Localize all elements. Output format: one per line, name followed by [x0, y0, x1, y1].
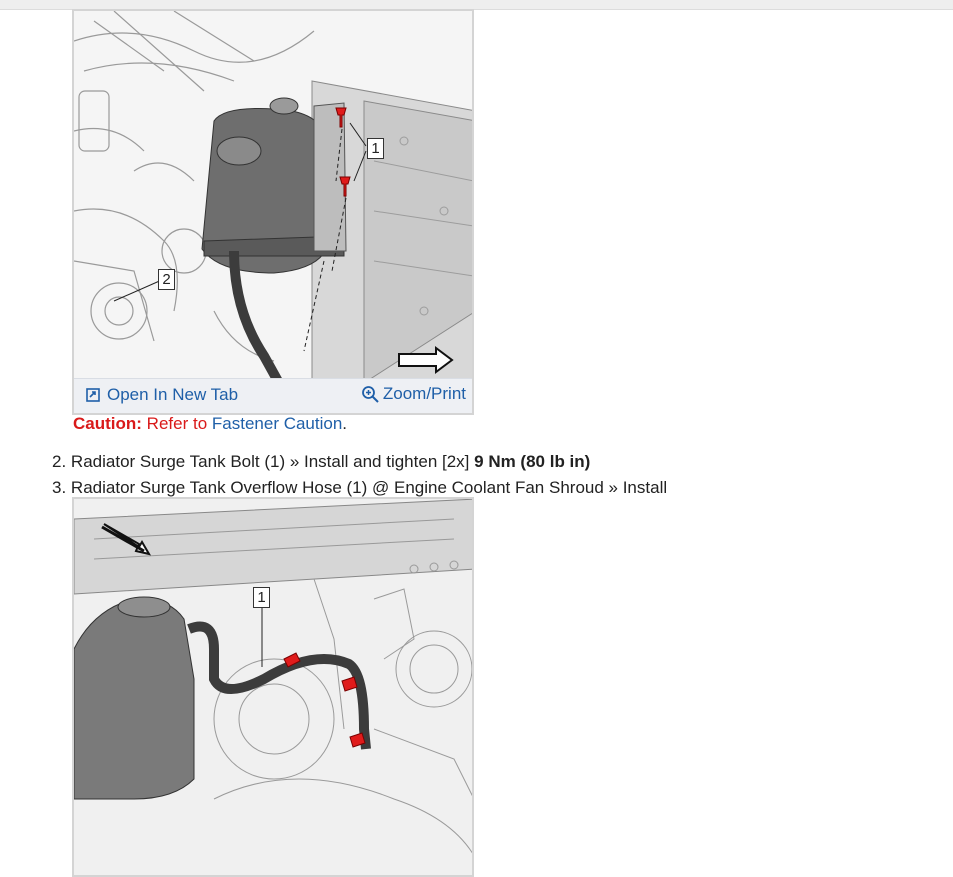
figure-toolbar [74, 378, 472, 413]
torque-spec: 9 Nm (80 lb in) [474, 452, 591, 471]
step-text: Radiator Surge Tank Overflow Hose (1) @ Engine Coolant Fan Shroud » Install [70, 478, 668, 497]
caution-label: Caution: [73, 414, 142, 433]
figure-overflow-hose [72, 497, 474, 877]
callout-1: 1 [253, 587, 270, 608]
open-in-new-tab-label: Open In New Tab [107, 385, 239, 404]
caution-period: . [342, 414, 348, 433]
step-number: 3. [52, 478, 67, 497]
procedure-steps [52, 449, 667, 501]
zoom-print-link[interactable] [361, 384, 466, 404]
step-number: 2. [52, 452, 67, 471]
overflow-hose-illustration [74, 499, 474, 877]
step-item [52, 449, 667, 475]
caution-note [73, 414, 347, 434]
callout-2: 2 [158, 269, 175, 290]
step-text: Radiator Surge Tank Bolt (1) » Install and tighten [2x] [70, 452, 470, 471]
open-in-new-tab-link[interactable] [86, 385, 238, 405]
fastener-caution-link[interactable]: Fastener Caution [211, 414, 343, 433]
caution-text: Refer to [146, 414, 208, 433]
surge-tank-bolt-illustration [74, 11, 474, 383]
callout-1: 1 [367, 138, 384, 159]
figure-surge-tank-bolts [72, 9, 474, 415]
zoom-print-label: Zoom/Print [382, 384, 466, 403]
zoom-in-icon [361, 385, 380, 404]
open-new-tab-icon [86, 388, 100, 402]
